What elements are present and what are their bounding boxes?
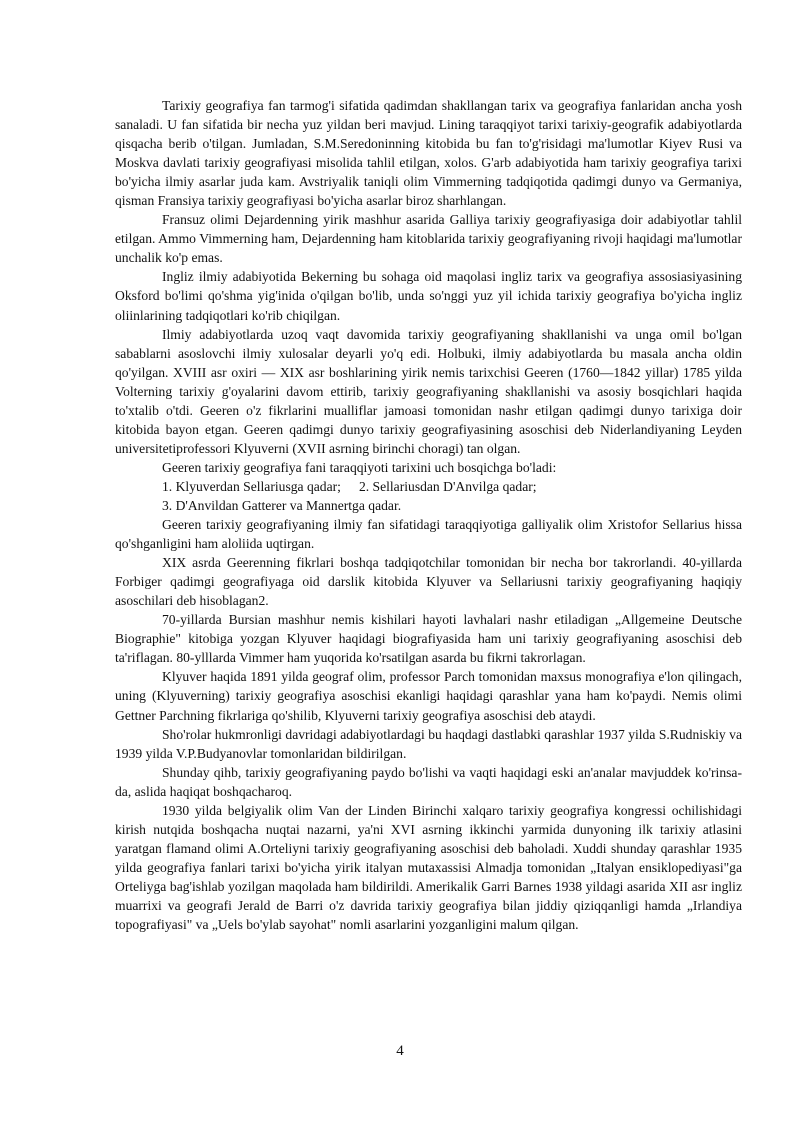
stage-item-2: 2. Sellariusdan D'Anvilga qadar; (358, 478, 537, 494)
stage-list-line-1 (115, 477, 742, 496)
page-body (115, 96, 742, 934)
paragraph: 70-yillarda Bursian mashhur nemis kishilari hayoti lavhalari nashr etiladigan „Allgemeine Deutsche Biographie" kitobiga yozgan Klyuver haqidagi biografiyasida ham uni tarixiy geografiyaning asoschisi deb ta'riflagan. 80-ylllarda Vimmer ham yuqorida ko'rsatilgan asarda bu fikrni takrorlagan. (115, 612, 742, 666)
paragraph: Ilmiy adabiyotlarda uzoq vaqt davomida tarixiy geografiyaning shakllanishi va unga omil bo'lgan sabablarni asoslovchi ilmiy xulosalar deyarli yo'q edi. Holbuki, ilmiy adabiyotlarda bu masala ancha oldin qo'yilgan. XVIII asr oxiri — XIX asr boshlarining yirik nemis tarixchisi Geeren (1760—1842 yillar) 1785 yilda Volterning tarixiy g'oyalarini davom ettirib, tarixiy geografiyaning shakllanishi va asosiy bosqichlari haqida to'xtalib o'tdi. Geeren o'z fikrlarini mualliflar jamoasi tomonidan nashr etilgan qadimgi dunyo tarixiga doir kitobida bayon etgan. Geeren qadimgi dunyo tarixiy geografiyasining asoschisi deb Niderlandiyaning Leyden universitetiprofessori Klyuverni (XVII asrning birinchi choragi) tan olgan. (115, 326, 742, 456)
paragraph: Fransuz olimi Dejardenning yirik mashhur asarida Galliya tarixiy geografiyasiga doir adabiyotlar tahlil etilgan. Ammo Vimmerning ham, Dejardenning ham kitoblarida tarixiy geografiyaning rivoji haqidagi ma'lumotlar unchalik ko'p emas. (115, 212, 742, 266)
paragraph: 1930 yilda belgiyalik olim Van der Linden Birinchi xalqaro tarixiy geografiya kongressi ochilishidagi kirish nutqida boshqacha nuqtai nazarni, ya'ni XVI asrning ikkinchi yarmida dunyoning ilk tarixiy atlasini yaratgan flamand olimi A.Orteliyni tarixiy geografiyaning asoschisi deb baholadi. Xuddi shunday qarashlar 1935 yilda geografiya fanlari tarixi bo'yicha yirik italyan mutaxassisi Almadja tomonidan „Italyan ensiklopediyasi"ga Orteliyga bag'ishlab yozilgan maqolada ham bildirildi. Amerikalik Garri Barnes 1938 yildagi asarida XII asr ingliz muarrixi va geografi Jerald de Barri o'z davrida tarixiy geografiya bilan jiddiy qiziqqanligi hamda „Irlandiya topografiyasi" va „Uels bo'ylab sayohat" nomli asarlarini yozganligini malum qilgan. (115, 802, 742, 933)
paragraph: Geeren tarixiy geografiyaning ilmiy fan sifatidagi taraqqiyotiga galliyalik olim Xristofor Sellarius hissa qo'shganligini ham aloliida uqtirgan. (115, 517, 742, 552)
paragraph: Klyuver haqida 1891 yilda geograf olim, professor Parch tomonidan maxsus monografiya e'lon qilingach, uning (Klyuverning) tarixiy geografiya asoschisi ekanligi haqidagi qarashlar yana ham ko'paydi. Nemis olimi Gettner Parchning fikrlariga qo'shilib, Klyuverni tarixiy geografiya asoschisi deb ataydi. (115, 669, 742, 723)
paragraph: Ingliz ilmiy adabiyotida Bekerning bu sohaga oid maqolasi ingliz tarix va geografiya assosiasiyasining Oksford bo'limi qo'shma yig'inida o'qilgan bo'lib, unda so'nggi yuz yil ichida tarixiy geografiya bo'yicha ingliz oliinlarining tadqiqotlari ko'rib chiqilgan. (115, 269, 742, 323)
stage-item-3: 3. D'Anvildan Gatterer va Mannertga qadar. (162, 497, 402, 513)
page-number: 4 (396, 1043, 404, 1059)
paragraph: XIX asrda Geerenning fikrlari boshqa tadqiqotchilar tomonidan bir necha bor takrorlandi. 40-yillarda Forbiger qadimgi geografiyaga oid darslik kitobida Klyuver va Sellariusni tarixiy geografiyaning haqiqiy asoschilari deb hisoblagan2. (115, 555, 742, 609)
paragraph: Sho'rolar hukmronligi davridagi adabiyotlardagi bu haqdagi dastlabki qarashlar 1937 yilda S.Rudniskiy va 1939 yilda V.P.Budyanovlar tomonlaridan bildirilgan. (115, 726, 742, 761)
paragraph: Geeren tarixiy geografiya fani taraqqiyoti tarixini uch bosqichga bo'ladi: (162, 459, 557, 475)
stage-item-1: 1. Klyuverdan Sellariusga qadar; (162, 478, 341, 494)
paragraph: Tarixiy geografiya fan tarmog'i sifatida qadimdan shakllangan tarix va geografiya fanlaridan ancha yosh sanaladi. U fan sifatida bir necha yuz yildan beri mavjud. Lining taraqqiyot tarixi tarixiy-geografik adabiyotlarda qisqacha berib o'tilgan. Jumladan, S.M.Seredoninning kitobida bu fan to'g'risidagi ma'lumotlar Kiyev Rusi va Moskva davlati tarixiy geografiyasi misolida tahlil etilgan, xolos. G'arb adabiyotida ham tarixiy geografiya tarixi bo'yicha ilmiy asarlar juda kam. Avstriyalik taniqli olim Vimmerning tadqiqotida qadimgi dunyo va Germaniya, qisman Fransiya tarixiy geografiyasi bo'yicha asarlar biroz sharhlangan. (115, 98, 742, 209)
paragraph: Shunday qihb, tarixiy geografiyaning paydo bo'lishi va vaqti haqidagi eski an'analar mavjuddek ko'rinsa-da, aslida haqiqat boshqacharoq. (115, 764, 742, 799)
